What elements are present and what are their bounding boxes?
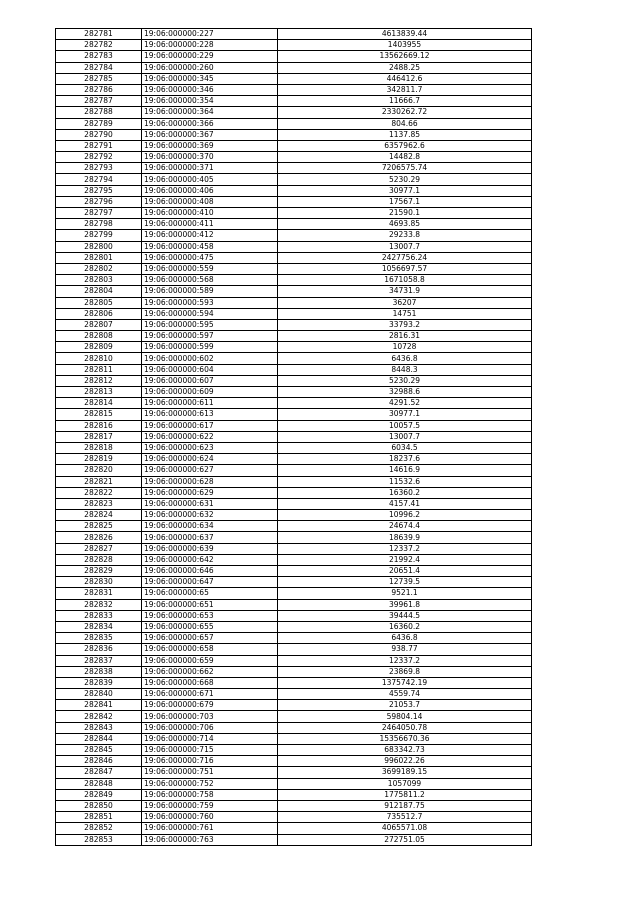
cell-value: 5230.29: [278, 375, 532, 386]
table-row: [56, 532, 532, 543]
table-row: [56, 789, 532, 800]
cell-value: 996022.26: [278, 756, 532, 767]
cell-time: 19:06:000000:752: [142, 778, 278, 789]
table-row: [56, 566, 532, 577]
cell-time: 19:06:000000:408: [142, 196, 278, 207]
cell-id: 282847: [56, 767, 142, 778]
table-row: [56, 152, 532, 163]
cell-id: 282782: [56, 40, 142, 51]
cell-value: 13007.7: [278, 241, 532, 252]
cell-time: 19:06:000000:405: [142, 174, 278, 185]
cell-time: 19:06:000000:568: [142, 275, 278, 286]
cell-value: 3699189.15: [278, 767, 532, 778]
table-row: [56, 342, 532, 353]
cell-value: 15356670.36: [278, 733, 532, 744]
cell-value: 6436.8: [278, 353, 532, 364]
cell-time: 19:06:000000:624: [142, 454, 278, 465]
cell-id: 282788: [56, 107, 142, 118]
cell-id: 282791: [56, 140, 142, 151]
table-row: [56, 387, 532, 398]
cell-value: 39961.8: [278, 599, 532, 610]
cell-time: 19:06:000000:657: [142, 633, 278, 644]
cell-value: 30977.1: [278, 409, 532, 420]
table-row: [56, 554, 532, 565]
table-row: [56, 666, 532, 677]
cell-id: 282827: [56, 543, 142, 554]
table-row: [56, 375, 532, 386]
cell-time: 19:06:000000:475: [142, 252, 278, 263]
cell-value: 2464050.78: [278, 722, 532, 733]
cell-value: 34731.9: [278, 286, 532, 297]
cell-time: 19:06:000000:627: [142, 465, 278, 476]
cell-time: 19:06:000000:367: [142, 129, 278, 140]
cell-id: 282790: [56, 129, 142, 140]
cell-id: 282834: [56, 621, 142, 632]
cell-time: 19:06:000000:366: [142, 118, 278, 129]
cell-time: 19:06:000000:370: [142, 152, 278, 163]
cell-value: 912187.75: [278, 800, 532, 811]
cell-time: 19:06:000000:607: [142, 375, 278, 386]
table-row: [56, 599, 532, 610]
table-row: [56, 364, 532, 375]
table-row: [56, 655, 532, 666]
cell-time: 19:06:000000:594: [142, 308, 278, 319]
cell-id: 282813: [56, 387, 142, 398]
cell-id: 282828: [56, 554, 142, 565]
cell-time: 19:06:000000:653: [142, 610, 278, 621]
cell-id: 282797: [56, 208, 142, 219]
cell-time: 19:06:000000:651: [142, 599, 278, 610]
table-row: [56, 621, 532, 632]
cell-id: 282852: [56, 823, 142, 834]
table-row: [56, 241, 532, 252]
table-row: [56, 722, 532, 733]
cell-value: 18639.9: [278, 532, 532, 543]
table-row: [56, 677, 532, 688]
cell-id: 282808: [56, 331, 142, 342]
table-row: [56, 129, 532, 140]
table-row: [56, 487, 532, 498]
cell-value: 59804.14: [278, 711, 532, 722]
cell-id: 282800: [56, 241, 142, 252]
cell-id: 282849: [56, 789, 142, 800]
cell-id: 282846: [56, 756, 142, 767]
cell-value: 804.66: [278, 118, 532, 129]
cell-id: 282783: [56, 51, 142, 62]
cell-id: 282850: [56, 800, 142, 811]
cell-value: 8448.3: [278, 364, 532, 375]
cell-id: 282838: [56, 666, 142, 677]
cell-value: 21053.7: [278, 700, 532, 711]
table-row: [56, 40, 532, 51]
cell-id: 282785: [56, 73, 142, 84]
cell-value: 446412.6: [278, 73, 532, 84]
table-row: [56, 353, 532, 364]
cell-time: 19:06:000000:65: [142, 588, 278, 599]
table-row: [56, 510, 532, 521]
cell-id: 282824: [56, 510, 142, 521]
cell-time: 19:06:000000:458: [142, 241, 278, 252]
cell-id: 282848: [56, 778, 142, 789]
cell-time: 19:06:000000:613: [142, 409, 278, 420]
table-row: [56, 73, 532, 84]
cell-id: 282841: [56, 700, 142, 711]
table-row: [56, 689, 532, 700]
cell-time: 19:06:000000:761: [142, 823, 278, 834]
cell-value: 20651.4: [278, 566, 532, 577]
cell-time: 19:06:000000:227: [142, 29, 278, 40]
table-row: [56, 398, 532, 409]
cell-time: 19:06:000000:628: [142, 476, 278, 487]
cell-time: 19:06:000000:345: [142, 73, 278, 84]
table-row: [56, 823, 532, 834]
cell-time: 19:06:000000:631: [142, 498, 278, 509]
cell-value: 2330262.72: [278, 107, 532, 118]
cell-id: 282796: [56, 196, 142, 207]
cell-id: 282789: [56, 118, 142, 129]
cell-value: 11666.7: [278, 96, 532, 107]
table-row: [56, 756, 532, 767]
cell-value: 30977.1: [278, 185, 532, 196]
table-row: [56, 252, 532, 263]
table-row: [56, 521, 532, 532]
table-row: [56, 577, 532, 588]
cell-id: 282836: [56, 644, 142, 655]
cell-value: 272751.05: [278, 834, 532, 845]
cell-value: 12337.2: [278, 543, 532, 554]
cell-value: 4559.74: [278, 689, 532, 700]
table-row: [56, 163, 532, 174]
table-row: [56, 196, 532, 207]
cell-value: 683342.73: [278, 745, 532, 756]
cell-id: 282844: [56, 733, 142, 744]
table-row: [56, 84, 532, 95]
cell-id: 282823: [56, 498, 142, 509]
cell-value: 4291.52: [278, 398, 532, 409]
data-table: [55, 28, 532, 846]
cell-time: 19:06:000000:659: [142, 655, 278, 666]
cell-time: 19:06:000000:364: [142, 107, 278, 118]
table-row: [56, 800, 532, 811]
cell-time: 19:06:000000:662: [142, 666, 278, 677]
cell-value: 4157.41: [278, 498, 532, 509]
table-row: [56, 543, 532, 554]
cell-time: 19:06:000000:703: [142, 711, 278, 722]
cell-id: 282787: [56, 96, 142, 107]
cell-value: 13007.7: [278, 431, 532, 442]
cell-value: 11532.6: [278, 476, 532, 487]
cell-value: 14616.9: [278, 465, 532, 476]
cell-id: 282792: [56, 152, 142, 163]
cell-id: 282815: [56, 409, 142, 420]
table-row: [56, 297, 532, 308]
cell-value: 14482.8: [278, 152, 532, 163]
cell-time: 19:06:000000:637: [142, 532, 278, 543]
cell-time: 19:06:000000:410: [142, 208, 278, 219]
cell-value: 17567.1: [278, 196, 532, 207]
cell-id: 282786: [56, 84, 142, 95]
cell-time: 19:06:000000:634: [142, 521, 278, 532]
table-row: [56, 174, 532, 185]
cell-value: 2816.31: [278, 331, 532, 342]
cell-value: 4613839.44: [278, 29, 532, 40]
cell-time: 19:06:000000:629: [142, 487, 278, 498]
cell-value: 23869.8: [278, 666, 532, 677]
table-row: [56, 745, 532, 756]
cell-time: 19:06:000000:369: [142, 140, 278, 151]
table-row: [56, 62, 532, 73]
cell-value: 342811.7: [278, 84, 532, 95]
cell-id: 282837: [56, 655, 142, 666]
cell-time: 19:06:000000:760: [142, 812, 278, 823]
cell-time: 19:06:000000:714: [142, 733, 278, 744]
cell-value: 2488.25: [278, 62, 532, 73]
cell-value: 735512.7: [278, 812, 532, 823]
cell-time: 19:06:000000:715: [142, 745, 278, 756]
cell-value: 938.77: [278, 644, 532, 655]
cell-time: 19:06:000000:599: [142, 342, 278, 353]
cell-id: 282812: [56, 375, 142, 386]
cell-time: 19:06:000000:559: [142, 263, 278, 274]
cell-value: 7206575.74: [278, 163, 532, 174]
cell-value: 1403955: [278, 40, 532, 51]
cell-id: 282843: [56, 722, 142, 733]
cell-value: 1671058.8: [278, 275, 532, 286]
table-row: [56, 185, 532, 196]
cell-time: 19:06:000000:229: [142, 51, 278, 62]
cell-id: 282809: [56, 342, 142, 353]
cell-id: 282795: [56, 185, 142, 196]
cell-time: 19:06:000000:706: [142, 722, 278, 733]
table-row: [56, 263, 532, 274]
cell-value: 36207: [278, 297, 532, 308]
cell-id: 282822: [56, 487, 142, 498]
cell-time: 19:06:000000:679: [142, 700, 278, 711]
cell-value: 21590.1: [278, 208, 532, 219]
cell-time: 19:06:000000:647: [142, 577, 278, 588]
table-row: [56, 633, 532, 644]
table-row: [56, 96, 532, 107]
cell-id: 282818: [56, 442, 142, 453]
cell-value: 1137.85: [278, 129, 532, 140]
cell-time: 19:06:000000:751: [142, 767, 278, 778]
cell-id: 282820: [56, 465, 142, 476]
cell-value: 6436.8: [278, 633, 532, 644]
cell-time: 19:06:000000:371: [142, 163, 278, 174]
cell-id: 282801: [56, 252, 142, 263]
table-row: [56, 644, 532, 655]
cell-id: 282802: [56, 263, 142, 274]
cell-value: 33793.2: [278, 319, 532, 330]
table-row: [56, 286, 532, 297]
cell-time: 19:06:000000:604: [142, 364, 278, 375]
cell-time: 19:06:000000:668: [142, 677, 278, 688]
cell-time: 19:06:000000:758: [142, 789, 278, 800]
table-row: [56, 778, 532, 789]
table-row: [56, 208, 532, 219]
cell-value: 1375742.19: [278, 677, 532, 688]
cell-id: 282821: [56, 476, 142, 487]
cell-id: 282842: [56, 711, 142, 722]
cell-id: 282806: [56, 308, 142, 319]
cell-time: 19:06:000000:617: [142, 420, 278, 431]
cell-value: 12337.2: [278, 655, 532, 666]
cell-time: 19:06:000000:623: [142, 442, 278, 453]
cell-time: 19:06:000000:622: [142, 431, 278, 442]
cell-value: 1056697.57: [278, 263, 532, 274]
cell-id: 282781: [56, 29, 142, 40]
cell-time: 19:06:000000:228: [142, 40, 278, 51]
table-row: [56, 767, 532, 778]
table-row: [56, 442, 532, 453]
table-row: [56, 498, 532, 509]
cell-id: 282832: [56, 599, 142, 610]
cell-id: 282819: [56, 454, 142, 465]
table-row: [56, 834, 532, 845]
cell-time: 19:06:000000:589: [142, 286, 278, 297]
cell-time: 19:06:000000:611: [142, 398, 278, 409]
cell-value: 18237.6: [278, 454, 532, 465]
cell-time: 19:06:000000:412: [142, 230, 278, 241]
cell-value: 9521.1: [278, 588, 532, 599]
table-row: [56, 29, 532, 40]
cell-id: 282810: [56, 353, 142, 364]
cell-value: 4065571.08: [278, 823, 532, 834]
cell-time: 19:06:000000:593: [142, 297, 278, 308]
table-row: [56, 711, 532, 722]
table-row: [56, 219, 532, 230]
table-row: [56, 107, 532, 118]
cell-value: 2427756.24: [278, 252, 532, 263]
cell-id: 282816: [56, 420, 142, 431]
cell-id: 282825: [56, 521, 142, 532]
cell-id: 282853: [56, 834, 142, 845]
table-row: [56, 431, 532, 442]
cell-id: 282784: [56, 62, 142, 73]
cell-time: 19:06:000000:671: [142, 689, 278, 700]
cell-time: 19:06:000000:354: [142, 96, 278, 107]
cell-time: 19:06:000000:406: [142, 185, 278, 196]
cell-id: 282814: [56, 398, 142, 409]
cell-value: 32988.6: [278, 387, 532, 398]
table-row: [56, 308, 532, 319]
cell-value: 16360.2: [278, 621, 532, 632]
cell-time: 19:06:000000:639: [142, 543, 278, 554]
table-row: [56, 454, 532, 465]
table-row: [56, 700, 532, 711]
cell-id: 282798: [56, 219, 142, 230]
cell-value: 4693.85: [278, 219, 532, 230]
cell-time: 19:06:000000:646: [142, 566, 278, 577]
table-row: [56, 331, 532, 342]
table-row: [56, 230, 532, 241]
cell-value: 39444.5: [278, 610, 532, 621]
cell-time: 19:06:000000:658: [142, 644, 278, 655]
cell-id: 282831: [56, 588, 142, 599]
cell-value: 14751: [278, 308, 532, 319]
table-row: [56, 733, 532, 744]
table-body: [56, 29, 532, 846]
cell-value: 29233.8: [278, 230, 532, 241]
table-row: [56, 588, 532, 599]
cell-id: 282807: [56, 319, 142, 330]
cell-value: 21992.4: [278, 554, 532, 565]
cell-id: 282793: [56, 163, 142, 174]
cell-value: 16360.2: [278, 487, 532, 498]
cell-id: 282805: [56, 297, 142, 308]
table-row: [56, 51, 532, 62]
cell-time: 19:06:000000:642: [142, 554, 278, 565]
cell-id: 282840: [56, 689, 142, 700]
cell-time: 19:06:000000:346: [142, 84, 278, 95]
cell-value: 1057099: [278, 778, 532, 789]
cell-time: 19:06:000000:609: [142, 387, 278, 398]
cell-id: 282829: [56, 566, 142, 577]
cell-value: 6034.5: [278, 442, 532, 453]
cell-id: 282799: [56, 230, 142, 241]
cell-time: 19:06:000000:602: [142, 353, 278, 364]
cell-value: 13562669.12: [278, 51, 532, 62]
cell-time: 19:06:000000:655: [142, 621, 278, 632]
cell-id: 282845: [56, 745, 142, 756]
cell-time: 19:06:000000:763: [142, 834, 278, 845]
cell-id: 282839: [56, 677, 142, 688]
cell-value: 1775811.2: [278, 789, 532, 800]
table-row: [56, 610, 532, 621]
cell-value: 10996.2: [278, 510, 532, 521]
cell-value: 12739.5: [278, 577, 532, 588]
cell-time: 19:06:000000:759: [142, 800, 278, 811]
cell-id: 282835: [56, 633, 142, 644]
cell-value: 6357962.6: [278, 140, 532, 151]
cell-value: 10057.5: [278, 420, 532, 431]
table-row: [56, 465, 532, 476]
table-row: [56, 420, 532, 431]
cell-value: 10728: [278, 342, 532, 353]
cell-id: 282803: [56, 275, 142, 286]
cell-id: 282830: [56, 577, 142, 588]
cell-id: 282826: [56, 532, 142, 543]
cell-time: 19:06:000000:716: [142, 756, 278, 767]
table-row: [56, 476, 532, 487]
table-row: [56, 275, 532, 286]
cell-value: 5230.29: [278, 174, 532, 185]
cell-time: 19:06:000000:632: [142, 510, 278, 521]
cell-id: 282817: [56, 431, 142, 442]
table-row: [56, 812, 532, 823]
cell-time: 19:06:000000:260: [142, 62, 278, 73]
cell-id: 282811: [56, 364, 142, 375]
table-row: [56, 319, 532, 330]
cell-value: 24674.4: [278, 521, 532, 532]
cell-id: 282833: [56, 610, 142, 621]
cell-id: 282804: [56, 286, 142, 297]
cell-id: 282794: [56, 174, 142, 185]
cell-time: 19:06:000000:597: [142, 331, 278, 342]
table-row: [56, 409, 532, 420]
cell-time: 19:06:000000:411: [142, 219, 278, 230]
cell-id: 282851: [56, 812, 142, 823]
table-row: [56, 118, 532, 129]
table-row: [56, 140, 532, 151]
cell-time: 19:06:000000:595: [142, 319, 278, 330]
